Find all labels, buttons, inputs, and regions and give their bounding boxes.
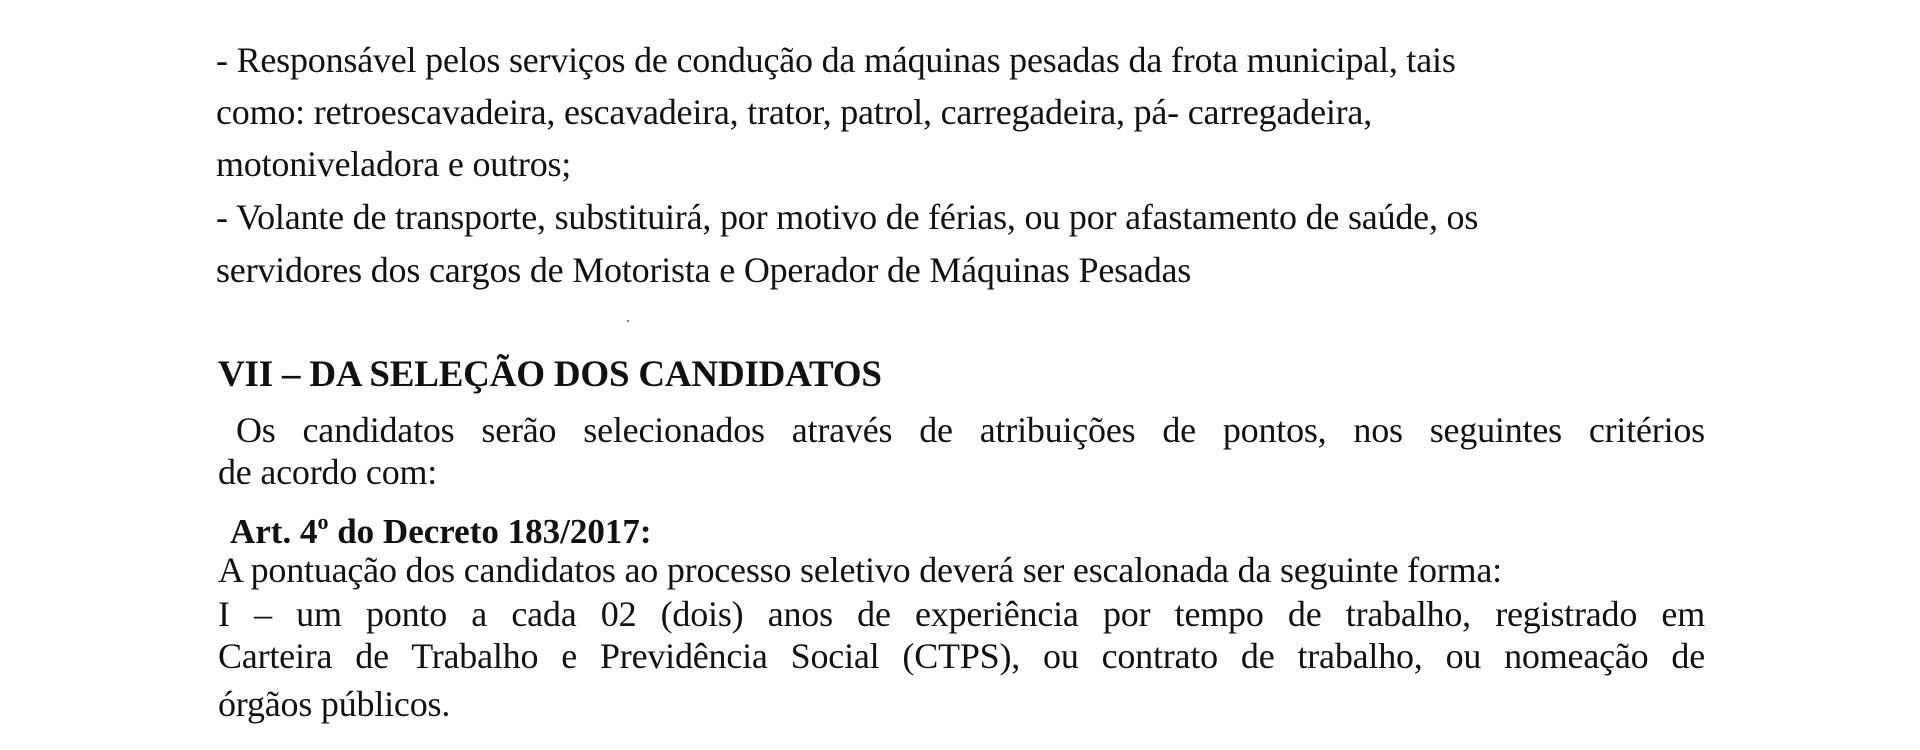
body-line-3: Carteira de Trabalho e Previdência Social (CTPS), ou contrato de trabalho, ou nomeação de: [218, 636, 1705, 676]
duties-line-5: servidores dos cargos de Motorista e Operador de Máquinas Pesadas: [216, 250, 1192, 290]
article-ordinal: o: [317, 509, 329, 534]
duties-line-1: - Responsável pelos serviços de condução da máquinas pesadas da frota municipal, tais: [216, 40, 1456, 80]
duties-line-2: como: retroescavadeira, escavadeira, trator, patrol, carregadeira, pá- carregadeira,: [216, 92, 1373, 132]
article-subheading: [230, 502, 652, 552]
intro-line-2: de acordo com:: [218, 452, 438, 492]
scan-speck: [627, 320, 629, 322]
article-suffix: do Decreto 183/2017:: [328, 512, 652, 551]
body-line-4: órgãos públicos.: [218, 684, 451, 724]
section-heading: VII – DA SELEÇÃO DOS CANDIDATOS: [218, 354, 882, 395]
article-prefix: Art. 4: [230, 512, 318, 551]
duties-line-4: - Volante de transporte, substituirá, por motivo de férias, ou por afastamento de saúde, os: [216, 197, 1479, 237]
duties-line-3: motoniveladora e outros;: [216, 144, 572, 184]
intro-line-1: Os candidatos serão selecionados através de atribuições de pontos, nos seguintes critérios: [236, 410, 1705, 450]
body-line-2: I – um ponto a cada 02 (dois) anos de experiência por tempo de trabalho, registrado em: [218, 594, 1705, 634]
body-line-1: A pontuação dos candidatos ao processo seletivo deverá ser escalonada da seguinte forma:: [218, 550, 1502, 590]
